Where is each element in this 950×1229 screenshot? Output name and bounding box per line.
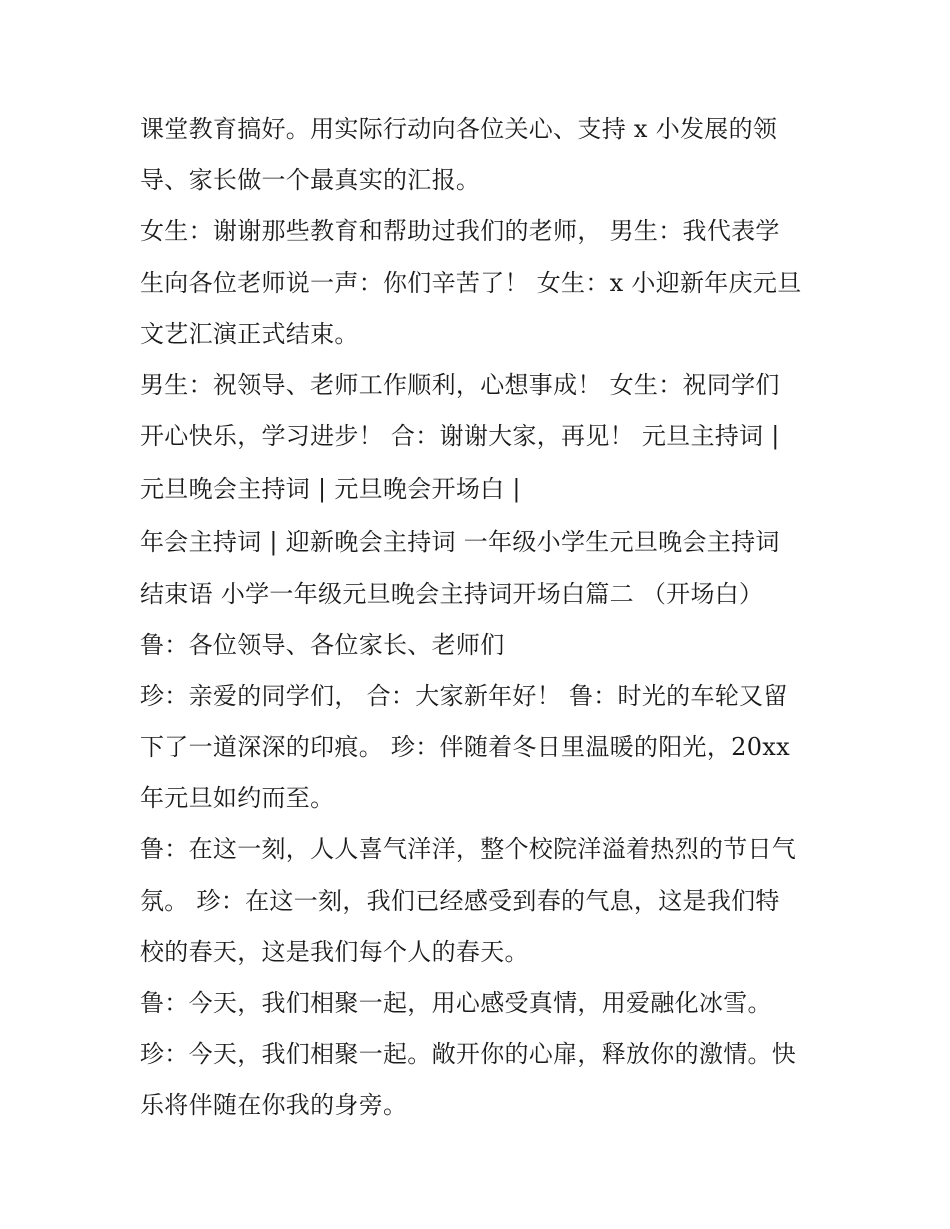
text-line: 年会主持词 | 迎新晚会主持词 一年级小学生元旦晚会主持词 [140, 528, 780, 557]
text-line: 鲁：今天，我们相聚一起，用心感受真情，用爱融化冰雪。 [140, 989, 772, 1017]
text-line: 课堂教育搞好。用实际行动向各位关心、支持 x 小发展的领 [140, 115, 778, 143]
text-line: 元旦晚会主持词 | 元旦晚会开场白 | [140, 475, 521, 504]
document-body [140, 104, 820, 1132]
text-line: 乐将伴随在你我的身旁。 [140, 1091, 408, 1120]
text-line: 男生：祝领导、老师工作顺利，心想事成！ 女生：祝同学们 [140, 370, 780, 399]
text-line: 结束语 小学一年级元旦晚会主持词开场白篇二 （开场白） [140, 579, 764, 608]
text-line: 开心快乐，学习进步！ 合：谢谢大家，再见！ 元旦主持词 | [140, 422, 780, 451]
text-line: 校的春天，这是我们每个人的春天。 [140, 937, 529, 966]
text-line: 文艺汇演正式结束。 [140, 319, 359, 348]
text-line: 导、家长做一个最真实的汇报。 [140, 166, 481, 195]
text-line: 鲁：在这一刻，人人喜气洋洋，整个校院洋溢着热烈的节日气 [140, 835, 797, 864]
text-line: 生向各位老师说一声：你们辛苦了！ 女生：x 小迎新年庆元旦 [140, 268, 802, 297]
text-line: 下了一道深深的印痕。 珍：伴随着冬日里温暖的阳光，20xx [140, 733, 790, 762]
text-line: 年元旦如约而至。 [140, 784, 335, 813]
text-line: 鲁：各位领导、各位家长、老师们 [140, 630, 505, 659]
text-line: 女生：谢谢那些教育和帮助过我们的老师， 男生：我代表学 [140, 217, 780, 246]
text-line: 珍：今天，我们相聚一起。敞开你的心扉，释放你的激情。快 [140, 1040, 797, 1069]
text-line: 氛。 珍：在这一刻，我们已经感受到春的气息，这是我们特 [140, 886, 780, 915]
text-line: 珍：亲爱的同学们， 合：大家新年好！ 鲁：时光的车轮又留 [140, 681, 788, 710]
